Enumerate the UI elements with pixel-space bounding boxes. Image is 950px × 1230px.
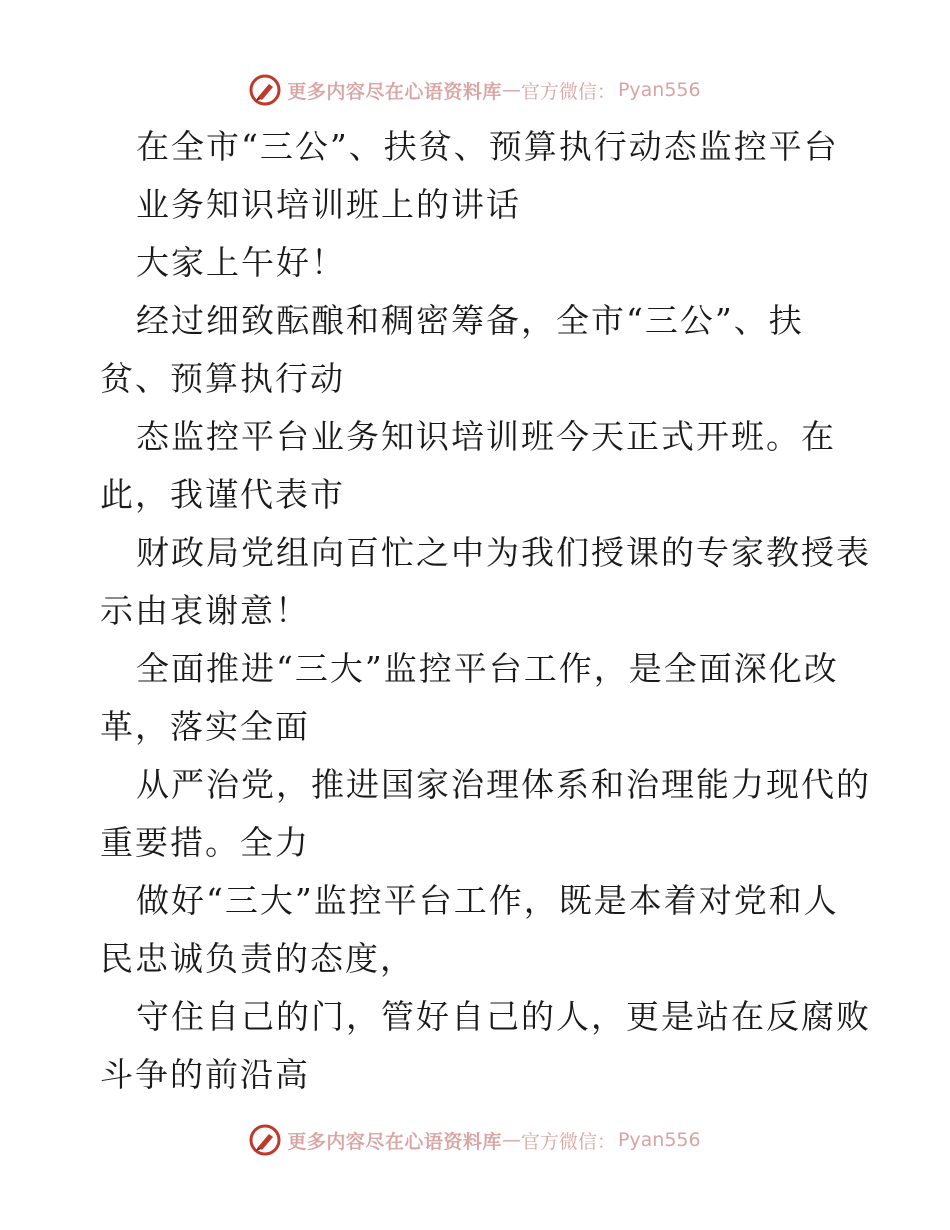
text-line: 此，我谨代表市 [100,475,345,514]
text-line: 财政局党组向百忙之中为我们授课的专家教授表 [136,533,871,572]
watermark-label: 官方微信： [520,1130,616,1153]
text-line: 斗争的前沿高 [100,1055,310,1094]
text-line: 经过细致酝酿和稠密筹备，全市“三公”、扶 [136,301,804,340]
text-line: 重要措。全力 [100,823,310,862]
text-line: 大家上午好！ [136,243,346,282]
watermark-site-text: 更多内容尽在心语资料库 [287,80,502,103]
text-line: 民忠诚负责的态度， [100,939,415,978]
watermark-id: Pyan556 [617,79,701,101]
text-line: 业务知识培训班上的讲话 [136,185,521,224]
header-watermark [0,70,950,110]
footer-watermark [0,1120,950,1160]
watermark-dash: — [501,1129,521,1151]
watermark-site-text: 更多内容尽在心语资料库 [287,1130,502,1153]
text-line: 守住自己的门，管好自己的人，更是站在反腐败 [136,997,871,1036]
watermark-id: Pyan556 [617,1129,701,1151]
pen-logo-icon [249,74,281,106]
pen-logo-icon [249,1124,281,1156]
document-body [100,118,871,1104]
text-line: 示由衷谢意！ [100,591,310,630]
watermark-label: 官方微信： [520,80,616,103]
text-line: 革，落实全面 [100,707,310,746]
text-line: 全面推进“三大”监控平台工作，是全面深化改 [136,649,839,688]
text-line: 贫、预算执行动 [100,359,345,398]
text-line: 从严治党，推进国家治理体系和治理能力现代的 [136,765,871,804]
text-line: 做好“三大”监控平台工作，既是本着对党和人 [136,881,839,920]
watermark-dash: — [501,79,521,101]
text-line: 态监控平台业务知识培训班今天正式开班。在 [136,417,836,456]
text-line: 在全市“三公”、扶贫、预算执行动态监控平台 [136,127,839,166]
